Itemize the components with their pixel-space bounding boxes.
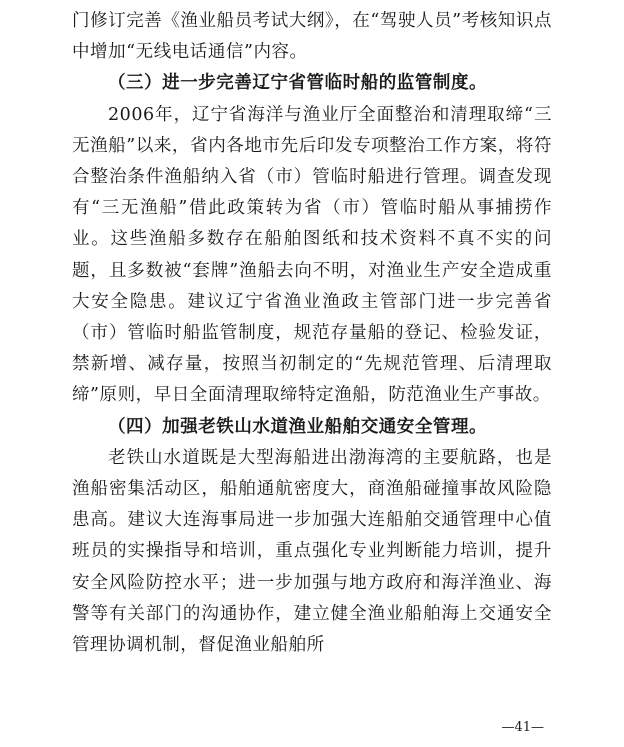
body-paragraph-4: 老铁山水道既是大型海船进出渤海湾的主要航路，也是渔船密集活动区，船舶通航密度大，商渔船碰撞事故风险隐患高。建议大连海事局进一步加强大连船舶交通管理中心值班员的实操指导和培训，重点强化专业判断能力培训，提升安全风险防控水平；进一步加强与地方政府和海洋渔业、海警等有关部门的沟通协作，建立健全渔业船舶海上交通安全管理协调机制，督促渔业船舶所 <box>72 447 552 656</box>
body-paragraph-3: 2006年，辽宁省海洋与渔业厅全面整治和清理取缔“三无渔船”以来，省内各地市先后印发专项整治工作方案，将符合整治条件渔船纳入省（市）管临时船进行管理。调查发现有“三无渔船”借此政策转为省（市）管临时船从事捕捞作业。这些渔船多数存在船舶图纸和技术资料不真不实的问题，且多数被“套牌”渔船去向不明，对渔业生产安全造成重大安全隐患。建议辽宁省渔业渔政主管部门进一步完善省（市）管临时船监管制度，规范存量船的登记、检验发证，禁新增、减存量，按照当初制定的“先规范管理、后清理取缔”原则，早日全面清理取缔特定渔船，防范渔业生产事故。 <box>72 104 552 406</box>
document-page <box>72 6 552 661</box>
body-paragraph-continued: 门修订完善《渔业船员考试大纲》，在“驾驶人员”考核知识点中增加“无线电话通信”内容。 <box>72 11 552 63</box>
section-heading-4: （四）加强老铁山水道渔业船舶交通安全管理。 <box>108 416 488 437</box>
section-heading-3: （三）进一步完善辽宁省管临时船的监管制度。 <box>108 73 488 94</box>
page-number: —41— <box>501 720 544 735</box>
